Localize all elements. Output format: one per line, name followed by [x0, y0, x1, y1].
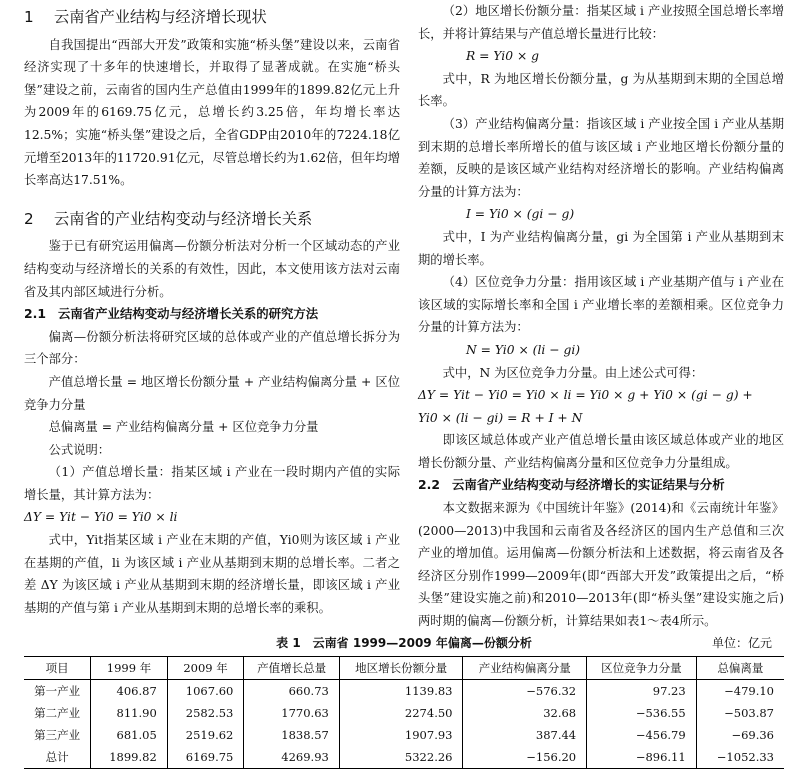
- formula: ΔY = Yit − Yi0 = Yi0 × li: [24, 510, 178, 525]
- table-cell: 1907.93: [339, 724, 463, 746]
- paragraph: 总偏离量 = 产业结构偏离分量 + 区位竞争力分量: [48, 420, 319, 435]
- data-table: [24, 656, 784, 769]
- section-2-paragraph: 鉴于已有研究运用偏离—份额分析法对分析一个区域动态的产业结构变动与经济增长的关系的有效性，因此，本文使用该方法对云南省及其内部区域进行分析。: [24, 239, 400, 299]
- table-cell: −156.20: [463, 746, 587, 769]
- column-header: 产业结构偏离分量: [463, 657, 587, 680]
- paragraph: （3）产业结构偏离分量：指该区域 i 产业按全国 i 产业从基期到末期的总增长率所增长的值与该区域 i 产业地区增长份额分量的差额，反映的是该区域产业结构对经济增长的影响。产业结构偏离分量的计算方法为：: [418, 116, 784, 199]
- table-cell: 1838.57: [244, 724, 339, 746]
- section-2-1-heading: [24, 303, 400, 326]
- formula: ΔY = Yit − Yi0 = Yi0 × li = Yi0 × g + Yi0 × (gi − g) +: [418, 388, 753, 403]
- subsection-number: 2.1: [24, 306, 46, 322]
- table-caption: 表 1 云南省 1999—2009 年偏离—份额分析: [276, 636, 532, 650]
- table-caption-row: [24, 634, 784, 656]
- paragraph: 式中，R 为地区增长份额分量，g 为从基期到末期的全国总增长率。: [418, 71, 784, 109]
- formula: Yi0 × (li − gi) = R + I + N: [418, 410, 583, 425]
- table-cell: 2274.50: [339, 702, 463, 724]
- table-cell: 第三产业: [34, 728, 81, 742]
- paragraph: （4）区位竞争力分量：指用该区域 i 产业基期产值与 i 产业在该区域的实际增长率和全国 i 产业增长率的差额相乘。区位竞争力分量的计算方法为：: [418, 275, 784, 335]
- subsection-title: 云南省产业结构变动与经济增长关系的研究方法: [58, 306, 319, 322]
- table-cell: −896.11: [587, 746, 697, 769]
- table-row: [24, 680, 784, 703]
- table-cell: 387.44: [463, 724, 587, 746]
- table-cell: 5322.26: [339, 746, 463, 769]
- table-cell: −1052.33: [696, 746, 784, 769]
- paragraph: 即该区域总体或产业产值总增长量由该区域总体或产业的地区增长份额分量、产业结构偏离分量和区位竞争力分量组成。: [418, 433, 784, 470]
- right-column: [418, 0, 784, 633]
- subsection-number: 2.2: [418, 477, 440, 493]
- column-header: 地区增长份额分量: [339, 657, 463, 680]
- table-cell: 6169.75: [167, 746, 244, 769]
- section-number: 1: [24, 8, 34, 26]
- formula: R = Yi0 × g: [466, 49, 540, 64]
- table-row: [24, 746, 784, 769]
- table-unit: 单位：亿元: [711, 636, 772, 650]
- table-cell: 1899.82: [91, 746, 168, 769]
- table-cell: 1139.83: [339, 680, 463, 703]
- column-header: 项目: [45, 661, 69, 675]
- section-title: 云南省产业结构与经济增长现状: [54, 8, 267, 26]
- table-cell: 第一产业: [34, 684, 81, 698]
- table-row: [24, 702, 784, 724]
- table-cell: 2519.62: [167, 724, 244, 746]
- paragraph: 产值总增长量 = 地区增长份额分量 + 产业结构偏离分量 + 区位竞争力分量: [24, 374, 400, 412]
- table-cell: −503.87: [696, 702, 784, 724]
- table-cell: 406.87: [91, 680, 168, 703]
- column-header: 区位竞争力分量: [587, 657, 697, 680]
- formula: I = Yi0 × (gi − g): [466, 207, 575, 222]
- section-number: 2: [24, 209, 34, 228]
- table-cell: 97.23: [587, 680, 697, 703]
- table-cell: 32.68: [463, 702, 587, 724]
- formula: N = Yi0 × (li − gi): [466, 342, 581, 357]
- column-header: 1999 年: [91, 657, 168, 680]
- table-area: [24, 634, 784, 769]
- paragraph: 公式说明：: [48, 442, 111, 457]
- table-cell: 811.90: [91, 702, 168, 724]
- paragraph: 本文数据来源为《中国统计年鉴》(2014)和《云南统计年鉴》(2000—2013)中我国和云南省及各经济区的国内生产总值和三次产业的增加值。运用偏离—份额分析法和上述数据，将云南省及各经济区分别作1999—2009年(即“西部大开发”政策提出之后，“桥头堡”建设实施之前)和2010—2013年(即“桥头堡”建设实施之后)两时期的偏离—份额分析，计算结果如表1～表4所示。: [418, 501, 784, 629]
- table-cell: 2582.53: [167, 702, 244, 724]
- table-cell: −69.36: [696, 724, 784, 746]
- paragraph: （1）产值总增长量：指某区域 i 产业在一段时期内产值的实际增长量，其计算方法为：: [24, 465, 400, 502]
- section-1-heading: [24, 6, 400, 29]
- paragraph: 偏离—份额分析法将研究区域的总体或产业的产值总增长拆分为三个部分：: [24, 329, 400, 367]
- subsection-title: 云南省产业结构变动与经济增长的实证结果与分析: [452, 477, 725, 493]
- paragraph: 式中，I 为产业结构偏离分量，gi 为全国第 i 产业从基期到末期的增长率。: [418, 229, 784, 267]
- table-cell: 681.05: [91, 724, 168, 746]
- table-cell: 660.73: [244, 680, 339, 703]
- section-1-paragraph: 自我国提出“西部大开发”政策和实施“桥头堡”建设以来，云南省经济实现了十多年的快速增长，并取得了显著成就。在实施“桥头堡”建设之前，云南省的国内生产总值由1999年的1899.82亿元上升为2009年的6169.75亿元，总增长约3.25倍，年均增长率达12.5%；实施“桥头堡”建设之后，全省GDP由2010年的7224.18亿元增至2013年的11720.91亿元，尽管总增长约为1.62倍，但年均增长率高达17.51%。: [24, 37, 400, 188]
- paragraph: 式中，N 为区位竞争力分量。由上述公式可得：: [442, 365, 704, 380]
- table-cell: −479.10: [696, 680, 784, 703]
- table-cell: 1770.63: [244, 702, 339, 724]
- table-header-row: [24, 657, 784, 680]
- paragraph: 式中，Yit指某区域 i 产业在末期的产值，Yi0则为该区域 i 产业在基期的产值，li 为该区域 i 产业从基期到末期的总增长率。二者之差 ΔY 为该区域 i 产业从基期到末期的经济增长量，即该区域 i 产业基期的产值与第 i 产业从基期到末期的总增长率的乘积。: [24, 533, 400, 615]
- table-cell: 总计: [45, 750, 69, 764]
- section-2-2-heading: [418, 474, 784, 497]
- section-2-heading: [24, 208, 400, 231]
- left-column: [24, 0, 400, 619]
- table-cell: 1067.60: [167, 680, 244, 703]
- paragraph: （2）地区增长份额分量：指某区域 i 产业按照全国总增长率增长，并将计算结果与产值总增长量进行比较：: [418, 4, 784, 41]
- column-header: 总偏离量: [696, 657, 784, 680]
- table-cell: −576.32: [463, 680, 587, 703]
- table-cell: 4269.93: [244, 746, 339, 769]
- table-cell: 第二产业: [34, 706, 81, 720]
- table-cell: −536.55: [587, 702, 697, 724]
- section-title: 云南省的产业结构变动与经济增长关系: [54, 209, 313, 228]
- column-header: 产值增长总量: [244, 657, 339, 680]
- table-row: [24, 724, 784, 746]
- table-cell: −456.79: [587, 724, 697, 746]
- column-header: 2009 年: [167, 657, 244, 680]
